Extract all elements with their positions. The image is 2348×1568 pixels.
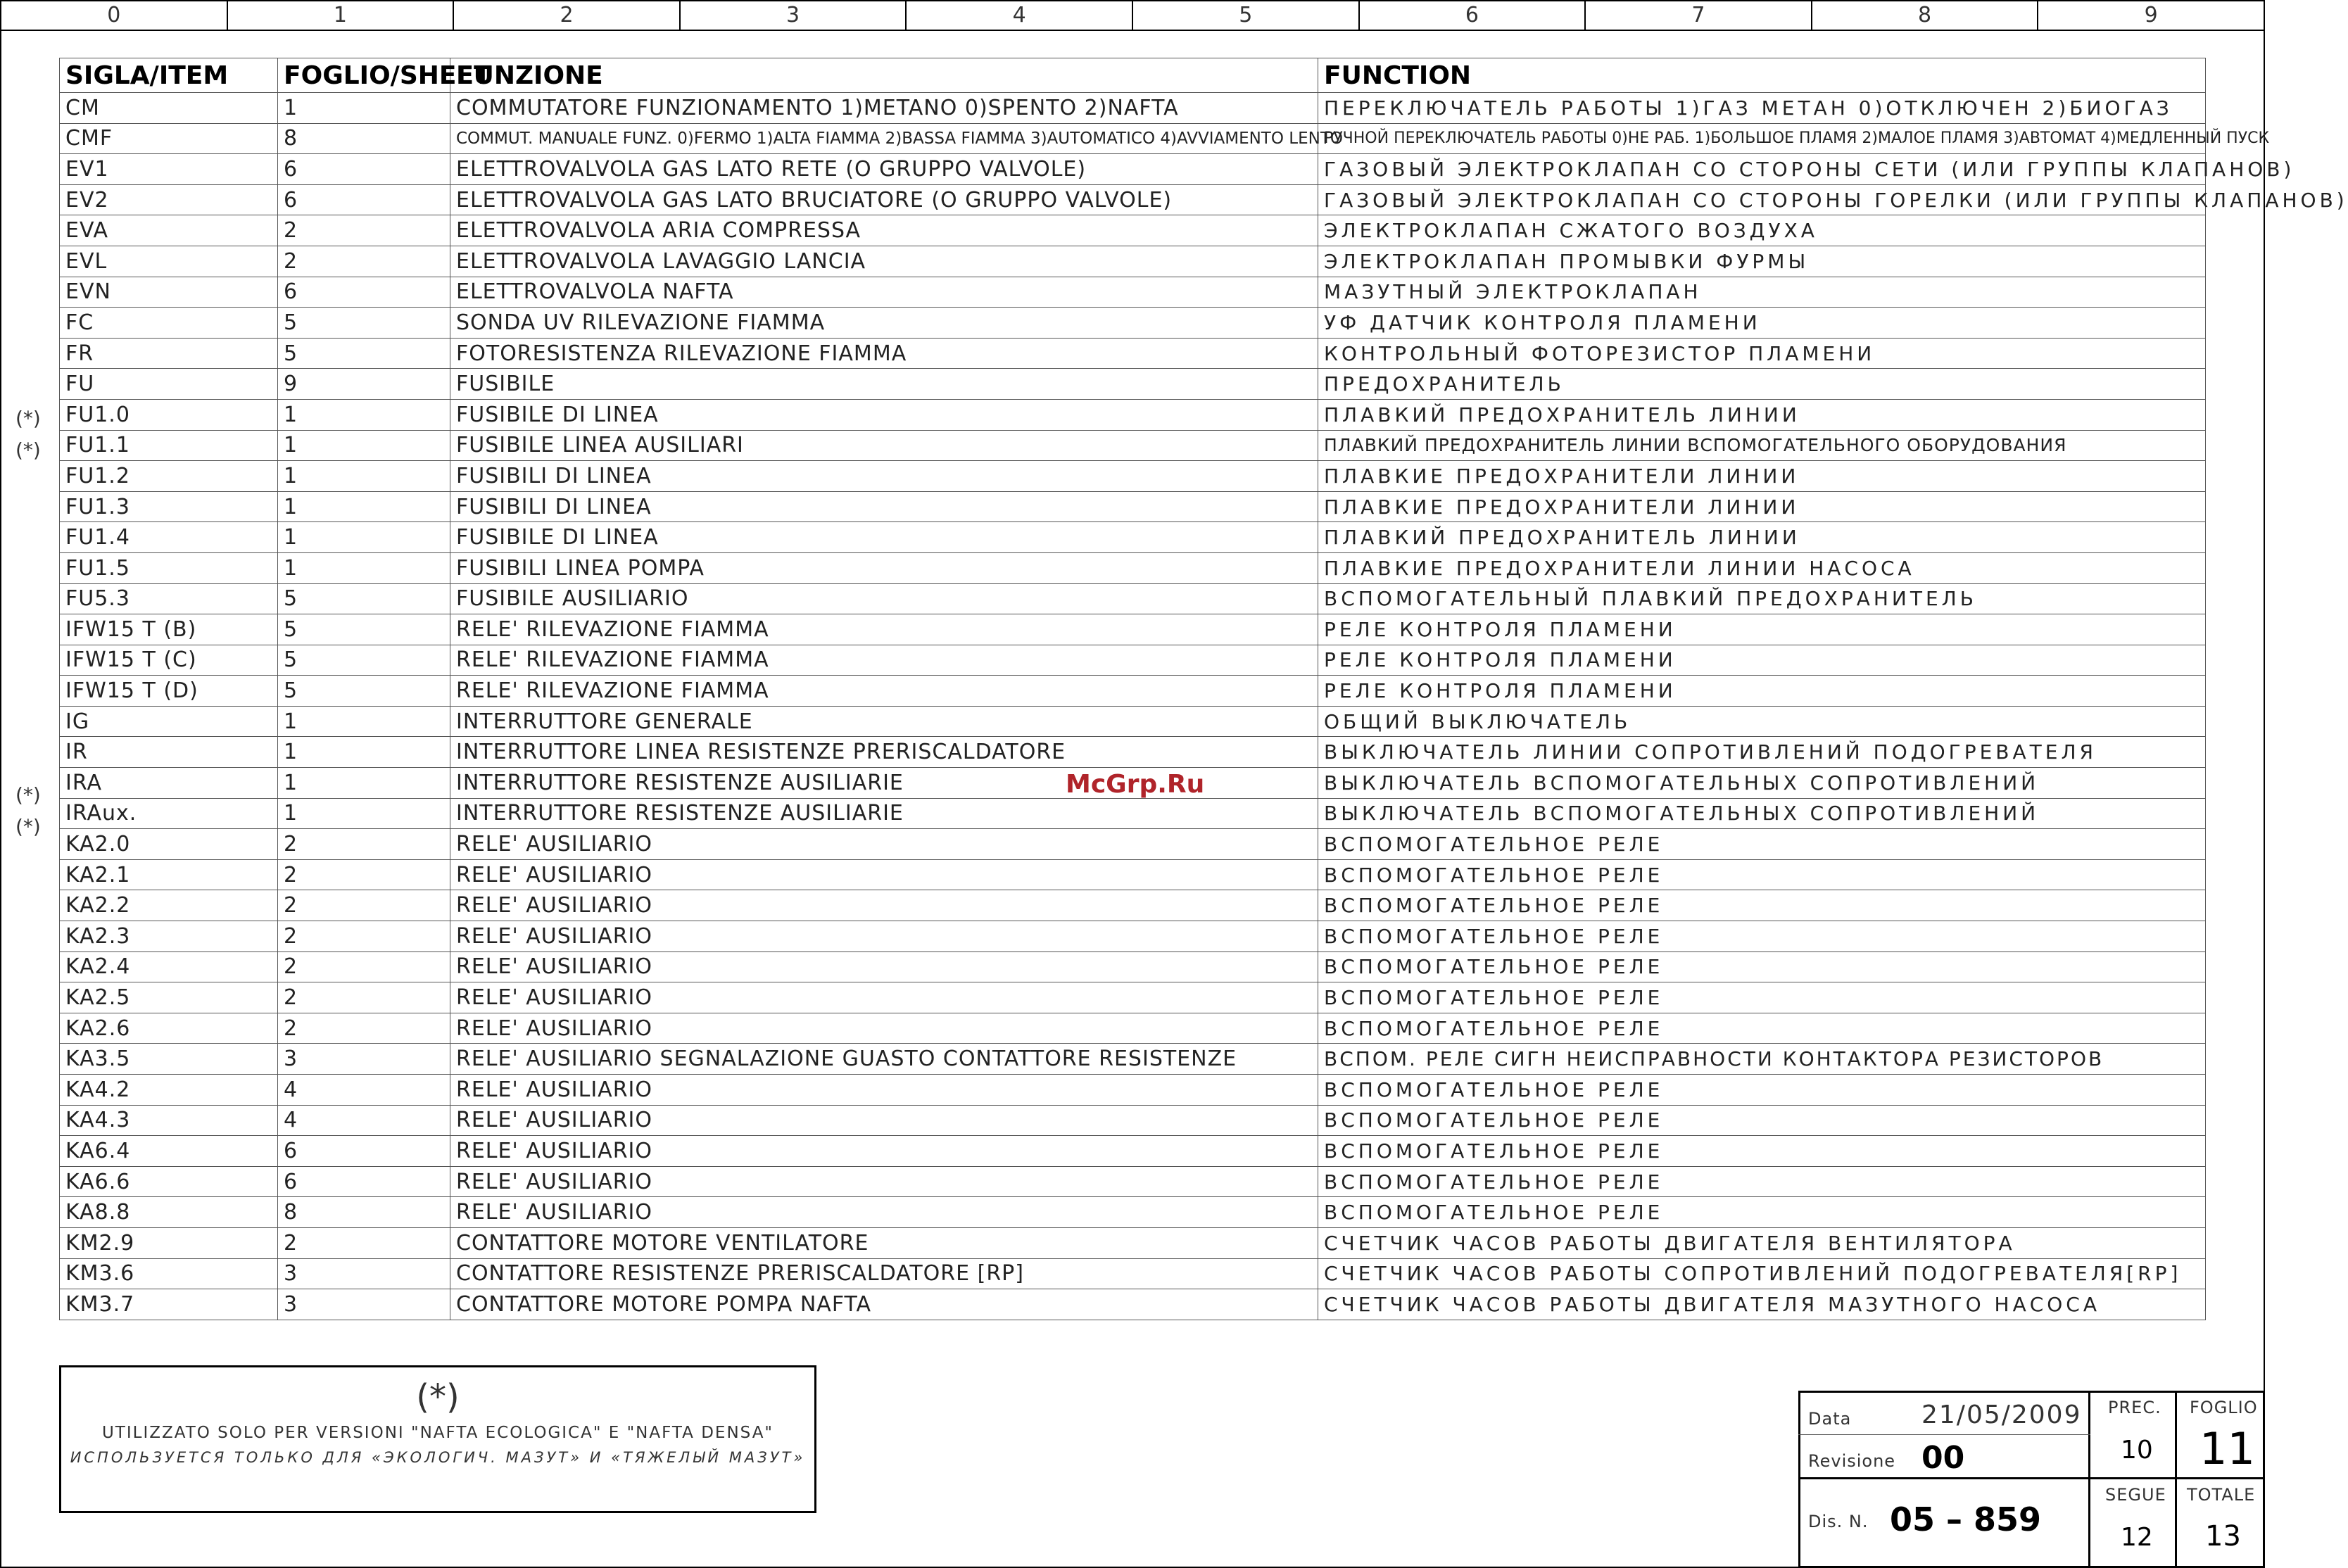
item-cell: KA2.2: [60, 890, 278, 921]
funzione-cell: CONTATTORE RESISTENZE PRERISCALDATORE [RP]: [450, 1258, 1318, 1289]
item-cell: KA4.3: [60, 1105, 278, 1136]
function-cell: ВСПОМОГАТЕЛЬНОЕ РЕЛЕ: [1318, 1136, 2206, 1167]
funzione-cell: ELETTROVALVOLA NAFTA: [450, 277, 1318, 308]
item-cell: KA2.4: [60, 951, 278, 982]
table-row: [60, 676, 2206, 707]
item-cell: IFW15 T (D): [60, 676, 278, 707]
item-cell: CM: [60, 93, 278, 124]
funzione-cell: RELE' AUSILIARIO: [450, 890, 1318, 921]
sheet-cell: 4: [278, 1105, 450, 1136]
function-cell: ВСПОМОГАТЕЛЬНЫЙ ПЛАВКИЙ ПРЕДОХРАНИТЕЛЬ: [1318, 583, 2206, 614]
function-cell: ВСПОМОГАТЕЛЬНОЕ РЕЛЕ: [1318, 1075, 2206, 1106]
foglio-value: 11: [2199, 1423, 2255, 1474]
item-cell: KA2.5: [60, 982, 278, 1013]
table-row: [60, 645, 2206, 676]
sheet-cell: 2: [278, 215, 450, 246]
sheet-cell: 3: [278, 1258, 450, 1289]
funzione-cell: FUSIBILE DI LINEA: [450, 399, 1318, 430]
item-cell: FU1.0: [60, 399, 278, 430]
table-row: [60, 1013, 2206, 1044]
sheet-cell: 2: [278, 982, 450, 1013]
table-row: [60, 859, 2206, 890]
item-cell: KA6.6: [60, 1166, 278, 1197]
table-row: [60, 583, 2206, 614]
sheet-cell: 1: [278, 522, 450, 553]
sheet-cell: 3: [278, 1044, 450, 1075]
item-cell: KA2.3: [60, 921, 278, 952]
drawing-number-label: Dis. N.: [1808, 1512, 1869, 1531]
table-row: [60, 1044, 2206, 1075]
sheet-cell: 6: [278, 277, 450, 308]
function-cell: ВСПОМОГАТЕЛЬНОЕ РЕЛЕ: [1318, 890, 2206, 921]
function-cell: ВЫКЛЮЧАТЕЛЬ ЛИНИИ СОПРОТИВЛЕНИЙ ПОДОГРЕВАТЕЛЯ: [1318, 737, 2206, 768]
table-row: [60, 1227, 2206, 1258]
prec-label: PREC.: [2108, 1398, 2161, 1417]
funzione-cell: RELE' RILEVAZIONE FIAMMA: [450, 676, 1318, 707]
function-cell: ПЛАВКИЙ ПРЕДОХРАНИТЕЛЬ ЛИНИИ: [1318, 399, 2206, 430]
title-block: [1798, 1391, 2265, 1568]
sheet-cell: 2: [278, 921, 450, 952]
function-cell: УФ ДАТЧИК КОНТРОЛЯ ПЛАМЕНИ: [1318, 308, 2206, 339]
function-cell: ВСПОМОГАТЕЛЬНОЕ РЕЛЕ: [1318, 859, 2206, 890]
optional-mark: (*): [15, 814, 41, 838]
funzione-cell: RELE' AUSILIARIO: [450, 1075, 1318, 1106]
funzione-cell: COMMUT. MANUALE FUNZ. 0)FERMO 1)ALTA FIAMMA 2)BASSA FIAMMA 3)AUTOMATICO 4)AVVIAMENTO LENTO: [450, 123, 1318, 154]
item-cell: IR: [60, 737, 278, 768]
header-function: FUNCTION: [1318, 58, 2206, 93]
table-row: [60, 154, 2206, 185]
item-cell: FU1.2: [60, 461, 278, 492]
function-cell: ВСПОМОГАТЕЛЬНОЕ РЕЛЕ: [1318, 921, 2206, 952]
table-row: [60, 921, 2206, 952]
item-cell: FU1.5: [60, 552, 278, 583]
sheet-cell: 6: [278, 1166, 450, 1197]
funzione-cell: RELE' AUSILIARIO: [450, 982, 1318, 1013]
table-row: [60, 461, 2206, 492]
table-row: [60, 982, 2206, 1013]
funzione-cell: RELE' AUSILIARIO: [450, 859, 1318, 890]
totale-value: 13: [2205, 1520, 2241, 1553]
funzione-cell: RELE' AUSILIARIO: [450, 1013, 1318, 1044]
footnote-italian: UTILIZZATO SOLO PER VERSIONI "NAFTA ECOLOGICA" E "NAFTA DENSA": [101, 1424, 774, 1442]
item-cell: IRAux.: [60, 798, 278, 829]
table-row: [60, 277, 2206, 308]
funzione-cell: RELE' RILEVAZIONE FIAMMA: [450, 614, 1318, 645]
table-row: [60, 338, 2206, 369]
function-cell: РЕЛЕ КОНТРОЛЯ ПЛАМЕНИ: [1318, 676, 2206, 707]
funzione-cell: RELE' AUSILIARIO: [450, 951, 1318, 982]
funzione-cell: CONTATTORE MOTORE VENTILATORE: [450, 1227, 1318, 1258]
date-value: 21/05/2009: [1921, 1401, 2082, 1429]
sheet-cell: 6: [278, 1136, 450, 1167]
function-cell: ВСПОМОГАТЕЛЬНОЕ РЕЛЕ: [1318, 1166, 2206, 1197]
item-cell: FU: [60, 369, 278, 400]
item-cell: FU1.3: [60, 491, 278, 522]
item-cell: KA2.1: [60, 859, 278, 890]
function-cell: ВСПОМОГАТЕЛЬНОЕ РЕЛЕ: [1318, 1105, 2206, 1136]
segue-label: SEGUE: [2105, 1485, 2166, 1505]
table-row: [60, 737, 2206, 768]
sheet-cell: 1: [278, 461, 450, 492]
table-row: [60, 890, 2206, 921]
header-funzione: FUNZIONE: [450, 58, 1318, 93]
function-cell: ЭЛЕКТРОКЛАПАН СЖАТОГО ВОЗДУХА: [1318, 215, 2206, 246]
funzione-cell: FUSIBILI DI LINEA: [450, 491, 1318, 522]
item-cell: EV2: [60, 184, 278, 215]
funzione-cell: INTERRUTTORE GENERALE: [450, 706, 1318, 737]
footnote-box: [59, 1365, 816, 1513]
item-cell: KA8.8: [60, 1197, 278, 1228]
footnote-russian: ИСПОЛЬЗУЕТСЯ ТОЛЬКО ДЛЯ «ЭКОЛОГИЧ. МАЗУТ» И «ТЯЖЕЛЫЙ МАЗУТ»: [70, 1449, 806, 1466]
table-row: [60, 308, 2206, 339]
table-row: [60, 1105, 2206, 1136]
ruler-cell: 3: [681, 1, 907, 30]
function-cell: ВСПОМОГАТЕЛЬНОЕ РЕЛЕ: [1318, 1013, 2206, 1044]
item-cell: FU1.4: [60, 522, 278, 553]
ruler-cell: 0: [1, 1, 228, 30]
funzione-cell: RELE' AUSILIARIO SEGNALAZIONE GUASTO CONTATTORE RESISTENZE: [450, 1044, 1318, 1075]
revision-label: Revisione: [1808, 1451, 1896, 1471]
funzione-cell: FOTORESISTENZA RILEVAZIONE FIAMMA: [450, 338, 1318, 369]
item-cell: EV1: [60, 154, 278, 185]
table-row: [60, 399, 2206, 430]
item-cell: IG: [60, 706, 278, 737]
item-cell: FC: [60, 308, 278, 339]
watermark: McGrp.Ru: [1066, 770, 1205, 799]
table-row: [60, 1258, 2206, 1289]
sheet-cell: 1: [278, 552, 450, 583]
funzione-cell: RELE' AUSILIARIO: [450, 829, 1318, 860]
funzione-cell: RELE' AUSILIARIO: [450, 1166, 1318, 1197]
table-row: [60, 491, 2206, 522]
sheet-cell: 2: [278, 1013, 450, 1044]
funzione-cell: ELETTROVALVOLA GAS LATO BRUCIATORE (O GRUPPO VALVOLE): [450, 184, 1318, 215]
function-cell: ОБЩИЙ ВЫКЛЮЧАТЕЛЬ: [1318, 706, 2206, 737]
ruler-cell: 4: [907, 1, 1133, 30]
item-cell: IRA: [60, 768, 278, 799]
function-cell: ЭЛЕКТРОКЛАПАН ПРОМЫВКИ ФУРМЫ: [1318, 246, 2206, 277]
function-cell: КОНТРОЛЬНЫЙ ФОТОРЕЗИСТОР ПЛАМЕНИ: [1318, 338, 2206, 369]
function-cell: ВСПОМОГАТЕЛЬНОЕ РЕЛЕ: [1318, 951, 2206, 982]
sheet-cell: 3: [278, 1289, 450, 1320]
function-cell: ГАЗОВЫЙ ЭЛЕКТРОКЛАПАН СО СТОРОНЫ ГОРЕЛКИ (ИЛИ ГРУППЫ КЛАПАНОВ): [1318, 184, 2206, 215]
sheet-cell: 6: [278, 154, 450, 185]
function-cell: МАЗУТНЫЙ ЭЛЕКТРОКЛАПАН: [1318, 277, 2206, 308]
table-row: [60, 1166, 2206, 1197]
sheet-cell: 5: [278, 338, 450, 369]
ruler-cell: 8: [1812, 1, 2039, 30]
ruler-cell: 2: [454, 1, 681, 30]
ruler-cell: 7: [1586, 1, 1812, 30]
funzione-cell: COMMUTATORE FUNZIONAMENTO 1)METANO 0)SPENTO 2)NAFTA: [450, 93, 1318, 124]
table-row: [60, 1197, 2206, 1228]
sheet-cell: 1: [278, 768, 450, 799]
funzione-cell: SONDA UV RILEVAZIONE FIAMMA: [450, 308, 1318, 339]
function-cell: ВСПОМ. РЕЛЕ СИГН НЕИСПРАВНОСТИ КОНТАКТОРА РЕЗИСТОРОВ: [1318, 1044, 2206, 1075]
function-cell: ВСПОМОГАТЕЛЬНОЕ РЕЛЕ: [1318, 982, 2206, 1013]
funzione-cell: ELETTROVALVOLA LAVAGGIO LANCIA: [450, 246, 1318, 277]
table-row: [60, 1289, 2206, 1320]
item-cell: KA3.5: [60, 1044, 278, 1075]
sheet-cell: 2: [278, 951, 450, 982]
sheet-cell: 6: [278, 184, 450, 215]
funzione-cell: CONTATTORE MOTORE POMPA NAFTA: [450, 1289, 1318, 1320]
sheet-cell: 5: [278, 645, 450, 676]
sheet-cell: 1: [278, 430, 450, 461]
sheet-cell: 1: [278, 706, 450, 737]
table-row: [60, 184, 2206, 215]
sheet-cell: 1: [278, 93, 450, 124]
item-cell: IFW15 T (B): [60, 614, 278, 645]
function-cell: СЧЕТЧИК ЧАСОВ РАБОТЫ ДВИГАТЕЛЯ ВЕНТИЛЯТОРА: [1318, 1227, 2206, 1258]
table-row: [60, 829, 2206, 860]
component-table: [59, 58, 2348, 1320]
optional-mark: (*): [15, 407, 41, 430]
table-row: [60, 123, 2206, 154]
sheet-cell: 1: [278, 798, 450, 829]
table-row: [60, 798, 2206, 829]
funzione-cell: FUSIBILE LINEA AUSILIARI: [450, 430, 1318, 461]
prec-value: 10: [2121, 1436, 2153, 1465]
sheet-cell: 1: [278, 399, 450, 430]
function-cell: РЕЛЕ КОНТРОЛЯ ПЛАМЕНИ: [1318, 645, 2206, 676]
funzione-cell: INTERRUTTORE RESISTENZE AUSILIARIE: [450, 768, 1318, 799]
sheet-cell: 2: [278, 829, 450, 860]
item-cell: KA6.4: [60, 1136, 278, 1167]
foglio-label: FOGLIO: [2190, 1398, 2258, 1417]
item-cell: EVN: [60, 277, 278, 308]
item-cell: KA4.2: [60, 1075, 278, 1106]
table-row: [60, 614, 2206, 645]
function-cell: ПЕРЕКЛЮЧАТЕЛЬ РАБОТЫ 1)ГАЗ МЕТАН 0)ОТКЛЮЧЕН 2)БИОГАЗ: [1318, 93, 2206, 124]
optional-mark: (*): [15, 438, 41, 462]
ruler-cell: 9: [2144, 3, 2158, 27]
sheet-cell: 1: [278, 737, 450, 768]
totale-label: TOTALE: [2187, 1485, 2256, 1505]
funzione-cell: INTERRUTTORE RESISTENZE AUSILIARIE: [450, 798, 1318, 829]
ruler-cell: 6: [1360, 1, 1586, 30]
item-cell: EVL: [60, 246, 278, 277]
revision-value: 00: [1921, 1440, 1965, 1476]
sheet-cell: 5: [278, 676, 450, 707]
funzione-cell: RELE' AUSILIARIO: [450, 1197, 1318, 1228]
function-cell: СЧЕТЧИК ЧАСОВ РАБОТЫ СОПРОТИВЛЕНИЙ ПОДОГРЕВАТЕЛЯ[RP]: [1318, 1258, 2206, 1289]
drawing-number-value: 05 – 859: [1890, 1500, 2042, 1538]
function-cell: ПЛАВКИЙ ПРЕДОХРАНИТЕЛЬ ЛИНИИ ВСПОМОГАТЕЛЬНОГО ОБОРУДОВАНИЯ: [1318, 430, 2206, 461]
item-cell: FU5.3: [60, 583, 278, 614]
function-cell: ВСПОМОГАТЕЛЬНОЕ РЕЛЕ: [1318, 1197, 2206, 1228]
item-cell: EVA: [60, 215, 278, 246]
sheet-cell: 8: [278, 123, 450, 154]
table-row: [60, 552, 2206, 583]
funzione-cell: INTERRUTTORE LINEA RESISTENZE PRERISCALDATORE: [450, 737, 1318, 768]
optional-mark: (*): [15, 783, 41, 807]
table-row: [60, 369, 2206, 400]
sheet-cell: 2: [278, 890, 450, 921]
function-cell: ВЫКЛЮЧАТЕЛЬ ВСПОМОГАТЕЛЬНЫХ СОПРОТИВЛЕНИЙ: [1318, 768, 2206, 799]
function-cell: ПЛАВКИЕ ПРЕДОХРАНИТЕЛИ ЛИНИИ: [1318, 491, 2206, 522]
sheet-cell: 4: [278, 1075, 450, 1106]
sheet-cell: 8: [278, 1197, 450, 1228]
table-row: [60, 215, 2206, 246]
sheet-cell: 1: [278, 491, 450, 522]
column-ruler: [1, 1, 2264, 31]
item-cell: KM3.6: [60, 1258, 278, 1289]
footnote-mark: (*): [416, 1377, 460, 1417]
date-label: Data: [1808, 1409, 1852, 1429]
sheet-cell: 5: [278, 308, 450, 339]
table-row: [60, 246, 2206, 277]
funzione-cell: FUSIBILE DI LINEA: [450, 522, 1318, 553]
sheet-cell: 2: [278, 246, 450, 277]
funzione-cell: RELE' AUSILIARIO: [450, 921, 1318, 952]
table-header-row: [60, 58, 2206, 93]
table-row: [60, 93, 2206, 124]
function-cell: ВЫКЛЮЧАТЕЛЬ ВСПОМОГАТЕЛЬНЫХ СОПРОТИВЛЕНИЙ: [1318, 798, 2206, 829]
function-cell: РУЧНОЙ ПЕРЕКЛЮЧАТЕЛЬ РАБОТЫ 0)НЕ РАБ. 1)БОЛЬШОЕ ПЛАМЯ 2)МАЛОЕ ПЛАМЯ 3)АВТОМАТ 4)МЕДЛЕННЫЙ ПУСК: [1318, 123, 2206, 154]
table-row: [60, 522, 2206, 553]
function-cell: ВСПОМОГАТЕЛЬНОЕ РЕЛЕ: [1318, 829, 2206, 860]
header-sheet: FOGLIO/SHEET: [278, 58, 450, 93]
sheet-cell: 2: [278, 1227, 450, 1258]
sheet-cell: 2: [278, 859, 450, 890]
funzione-cell: FUSIBILE: [450, 369, 1318, 400]
function-cell: РЕЛЕ КОНТРОЛЯ ПЛАМЕНИ: [1318, 614, 2206, 645]
table-row: [60, 951, 2206, 982]
item-cell: KM2.9: [60, 1227, 278, 1258]
sheet-cell: 9: [278, 369, 450, 400]
ruler-cell: 1: [228, 1, 455, 30]
funzione-cell: ELETTROVALVOLA GAS LATO RETE (O GRUPPO VALVOLE): [450, 154, 1318, 185]
segue-value: 12: [2121, 1523, 2153, 1552]
table-row: [60, 430, 2206, 461]
function-cell: ГАЗОВЫЙ ЭЛЕКТРОКЛАПАН СО СТОРОНЫ СЕТИ (ИЛИ ГРУППЫ КЛАПАНОВ): [1318, 154, 2206, 185]
ruler-cell: 5: [1133, 1, 1360, 30]
sheet-cell: 5: [278, 614, 450, 645]
item-cell: KA2.0: [60, 829, 278, 860]
item-cell: KA2.6: [60, 1013, 278, 1044]
function-cell: ПЛАВКИЙ ПРЕДОХРАНИТЕЛЬ ЛИНИИ: [1318, 522, 2206, 553]
funzione-cell: RELE' RILEVAZIONE FIAMMA: [450, 645, 1318, 676]
item-cell: FU1.1: [60, 430, 278, 461]
funzione-cell: FUSIBILE AUSILIARIO: [450, 583, 1318, 614]
funzione-cell: FUSIBILI LINEA POMPA: [450, 552, 1318, 583]
function-cell: ПЛАВКИЕ ПРЕДОХРАНИТЕЛИ ЛИНИИ: [1318, 461, 2206, 492]
table-row: [60, 1075, 2206, 1106]
item-cell: IFW15 T (C): [60, 645, 278, 676]
funzione-cell: FUSIBILI DI LINEA: [450, 461, 1318, 492]
function-cell: СЧЕТЧИК ЧАСОВ РАБОТЫ ДВИГАТЕЛЯ МАЗУТНОГО НАСОСА: [1318, 1289, 2206, 1320]
funzione-cell: RELE' AUSILIARIO: [450, 1136, 1318, 1167]
table-row: [60, 706, 2206, 737]
item-cell: KM3.7: [60, 1289, 278, 1320]
header-item: SIGLA/ITEM: [60, 58, 278, 93]
funzione-cell: ELETTROVALVOLA ARIA COMPRESSA: [450, 215, 1318, 246]
table-row: [60, 1136, 2206, 1167]
item-cell: CMF: [60, 123, 278, 154]
funzione-cell: RELE' AUSILIARIO: [450, 1105, 1318, 1136]
function-cell: ПЛАВКИЕ ПРЕДОХРАНИТЕЛИ ЛИНИИ НАСОСА: [1318, 552, 2206, 583]
function-cell: ПРЕДОХРАНИТЕЛЬ: [1318, 369, 2206, 400]
sheet-cell: 5: [278, 583, 450, 614]
item-cell: FR: [60, 338, 278, 369]
